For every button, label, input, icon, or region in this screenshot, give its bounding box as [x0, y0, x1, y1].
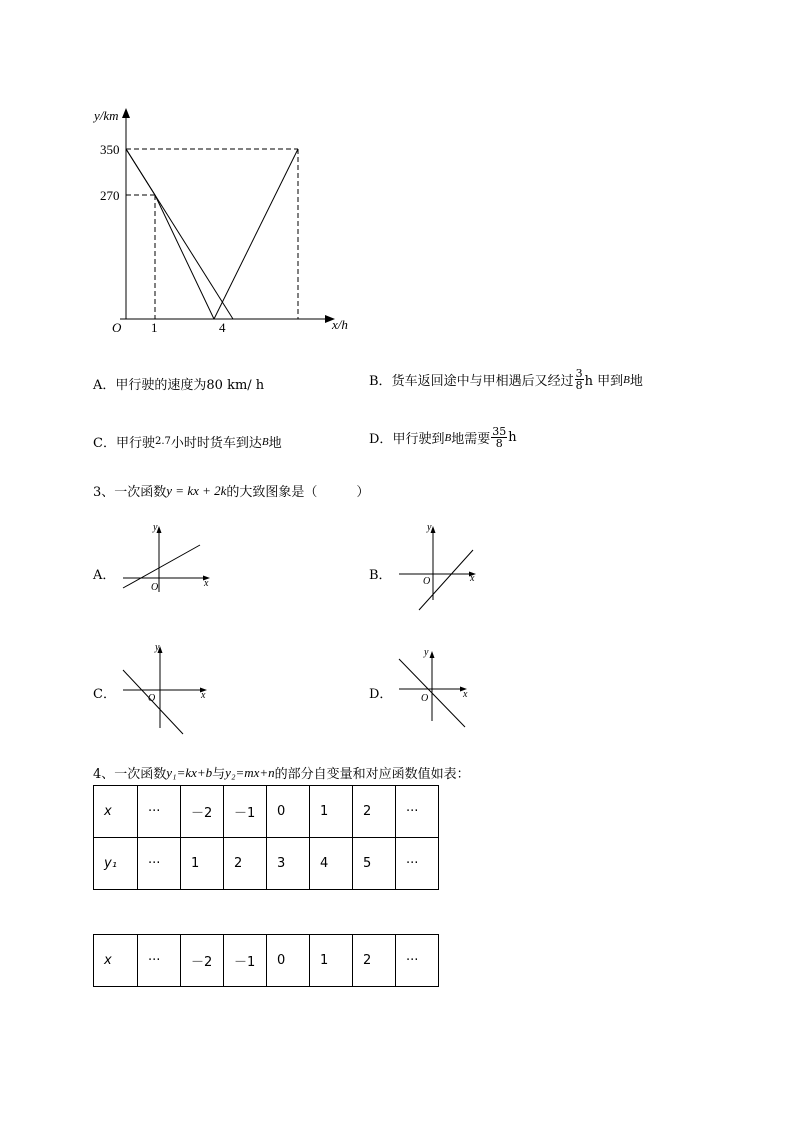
function-line [123, 545, 200, 588]
option-c-letter: C． [93, 436, 116, 451]
table-cell: ··· [138, 786, 181, 838]
table-cell: 1 [310, 935, 353, 987]
option-d[interactable] [369, 426, 517, 449]
line-truck-return [214, 149, 298, 319]
table-cell: 1 [310, 786, 353, 838]
option-c[interactable] [93, 432, 282, 451]
table-cell: 5 [353, 838, 396, 890]
option-d-mid: 地需要 [451, 432, 491, 447]
table-row [94, 786, 439, 838]
label-x: x [201, 690, 206, 701]
option-a-text: 甲行驶的速度为80 km/ h [115, 378, 265, 393]
label-o: O [151, 582, 159, 593]
q4-formula-1: y₁=kx+b [166, 764, 213, 780]
question-3 [93, 481, 369, 500]
label-y: y [155, 642, 160, 653]
q4-formula-2: y₂=mx+n [225, 764, 275, 780]
label-y: y [424, 647, 429, 658]
option-d-letter: D． [369, 432, 393, 447]
y-tick-350: 350 [100, 142, 120, 157]
q3-option-c-graph[interactable] [115, 640, 215, 740]
table-1 [93, 785, 439, 890]
table-cell: 2 [353, 786, 396, 838]
line-truck-out [126, 149, 155, 195]
q3-option-a-letter[interactable]: A． [93, 568, 116, 583]
option-b-letter: B． [369, 374, 392, 389]
option-d-den: 8 [495, 437, 503, 450]
table-cell: y₁ [94, 838, 138, 890]
q3-option-d-letter[interactable]: D． [369, 687, 393, 702]
q3-option-b-letter[interactable]: B． [369, 568, 392, 583]
option-b-var: B [623, 373, 630, 386]
x-tick-4: 4 [219, 320, 226, 335]
table-cell: 2 [224, 838, 267, 890]
option-d-pre: 甲行驶到 [392, 432, 445, 447]
option-c-var: B [261, 435, 269, 448]
option-c-pre: 甲行驶 [115, 436, 155, 451]
label-o: O [421, 693, 429, 704]
option-b-fraction [575, 368, 584, 391]
table-cell: ··· [396, 935, 439, 987]
y-tick-270: 270 [100, 188, 120, 203]
label-y: y [153, 522, 158, 533]
option-a[interactable] [93, 374, 264, 393]
option-b-pre: 货车返回途中与甲相遇后又经过 [391, 374, 574, 389]
table-cell: 4 [310, 838, 353, 890]
y-axis-label: y/km [94, 108, 119, 123]
option-c-post: 地 [268, 436, 282, 451]
option-d-num: 35 [492, 425, 507, 438]
table-cell: x [94, 786, 138, 838]
option-c-small: 2.7 [154, 436, 171, 447]
q3-option-c-letter[interactable]: C． [93, 687, 116, 702]
q3-formula: y = kx + 2k [166, 482, 227, 498]
table-cell: ··· [396, 838, 439, 890]
y-axis-arrow [122, 108, 130, 118]
option-b-post2: 地 [629, 374, 643, 389]
option-b-post1: h 甲到 [584, 374, 624, 389]
table-cell: －1 [224, 935, 267, 987]
option-b-num: 3 [575, 367, 583, 380]
table-2 [93, 934, 439, 987]
origin-label: O [112, 320, 122, 335]
x-axis-label: x/h [332, 317, 348, 332]
q4-suffix: 的部分自变量和对应函数值如表： [274, 767, 470, 782]
option-d-post: h [508, 430, 517, 445]
label-y: y [427, 522, 432, 533]
label-o: O [148, 693, 156, 704]
option-d-fraction [491, 426, 507, 449]
table-row [94, 838, 439, 890]
label-x: x [463, 689, 468, 700]
distance-time-graph [90, 100, 370, 340]
table-cell: 1 [181, 838, 224, 890]
label-x: x [470, 573, 475, 584]
option-b-den: 8 [575, 379, 583, 392]
line-truck-2 [155, 195, 214, 319]
table-cell: ··· [396, 786, 439, 838]
table-cell: ··· [138, 838, 181, 890]
q3-option-b-graph[interactable] [393, 520, 493, 615]
table-cell: 0 [267, 935, 310, 987]
table-cell: 0 [267, 786, 310, 838]
table-cell: ··· [138, 935, 181, 987]
table-row [94, 935, 439, 987]
table-cell: －2 [181, 935, 224, 987]
option-d-var: B [444, 431, 452, 444]
q3-suffix: 的大致图象是（ ） [226, 485, 370, 500]
table-cell: －2 [181, 786, 224, 838]
option-c-mid: 小时时货车到达 [170, 436, 262, 451]
q4-prefix: 4、一次函数 [93, 767, 167, 782]
q3-prefix: 3、一次函数 [93, 485, 167, 500]
table-cell: 2 [353, 935, 396, 987]
table-cell: 3 [267, 838, 310, 890]
option-a-letter: A． [93, 378, 116, 393]
q3-option-d-graph[interactable] [393, 645, 493, 735]
axis-y-arrow [430, 651, 435, 658]
label-o: O [423, 576, 431, 587]
option-b[interactable] [369, 368, 643, 391]
q3-option-a-graph[interactable] [115, 520, 215, 595]
table-cell: －1 [224, 786, 267, 838]
question-4 [93, 763, 470, 782]
x-tick-1: 1 [151, 320, 158, 335]
q4-mid: 与 [212, 767, 226, 782]
label-x: x [204, 578, 209, 589]
table-cell: x [94, 935, 138, 987]
